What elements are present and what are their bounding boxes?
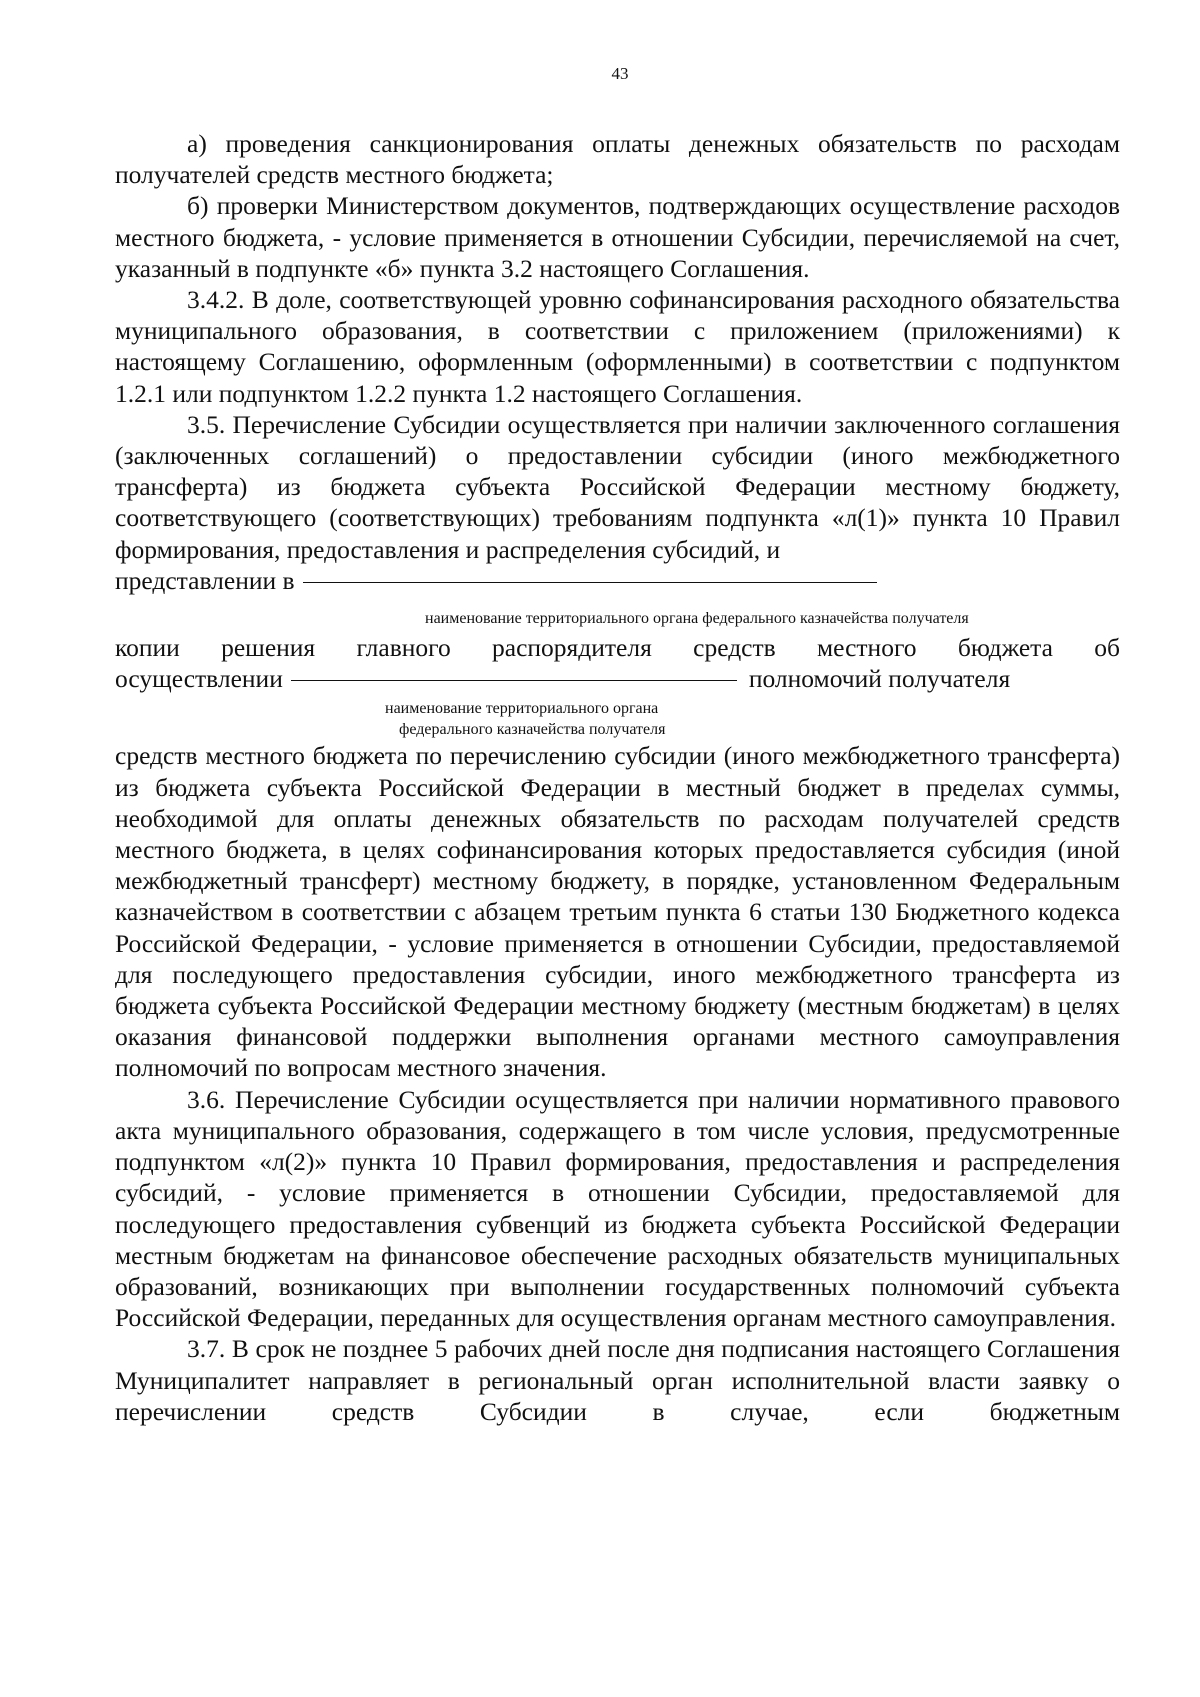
paragraph-b: б) проверки Министерством документов, подтверждающих осуществление расходов местного бюджета, - условие применяется в отношении Субсидии, перечисляемой на счет, указанный в подпункте «б» пункта 3.2 настоящего Соглашения. <box>115 191 1120 283</box>
document-body <box>115 128 1120 1427</box>
paragraph-3-5-start: 3.5. Перечисление Субсидии осуществляется при наличии заключенного соглашения (заключенных соглашений) о предоставлении субсидии (иного межбюджетного трансферта) из бюджета субъекта Российской Федерации местному бюджету, соответствующего (соответствующих) требованиям подпункта «л(1)» пункта 10 Правил формирования, предоставления и распределения субсидий, и <box>115 409 1120 564</box>
representation-label: представлении в <box>115 565 295 595</box>
page-number: 43 <box>611 64 629 83</box>
blank-caption-2-line1: наименование территориального органа <box>385 700 659 718</box>
treasury-body-blank-1 <box>303 581 877 583</box>
copy-decision-line: копии решения главного распорядителя средств местного бюджета об <box>115 633 1120 663</box>
blank-caption-1: наименование территориального органа федерального казначейства получателя <box>425 610 969 628</box>
blank-caption-2-line2: федерального казначейства получателя <box>399 721 666 739</box>
implementation-label: осуществлении <box>115 664 283 694</box>
paragraph-3-7: 3.7. В срок не позднее 5 рабочих дней после дня подписания настоящего Соглашения Муниципалитет направляет в региональный орган исполнительной власти заявку о перечислении средств Субсидии в случае, если бюджетным <box>115 1334 1120 1426</box>
treasury-body-blank-2 <box>291 679 737 681</box>
paragraph-3-4-2: 3.4.2. В доле, соответствующей уровню софинансирования расходного обязательства муниципального образования, в соответствии с приложением (приложениями) к настоящему Соглашению, оформленным (оформленными) в соответствии с подпунктом 1.2.1 или подпунктом 1.2.2 пункта 1.2 настоящего Соглашения. <box>115 285 1120 408</box>
blank-caption-2 <box>115 698 1120 740</box>
paragraph-3-6: 3.6. Перечисление Субсидии осуществляется при наличии нормативного правового акта муниципального образования, содержащего в том числе условия, предусмотренные подпунктом «л(2)» пункта 10 Правил формирования, предоставления и распределения субсидий, - условие применяется в отношении Субсидии, предоставляемой для последующего предоставления субвенций из бюджета субъекта Российской Федерации местным бюджетам на финансовое обеспечение расходных обязательств муниципальных образований, возникающих при выполнении государственных полномочий субъекта Российской Федерации, переданных для осуществления органам местного самоуправления. <box>115 1084 1120 1333</box>
representation-line <box>115 565 1120 596</box>
paragraph-a: а) проведения санкционирования оплаты денежных обязательств по расходам получателей средств местного бюджета; <box>115 129 1120 190</box>
paragraph-3-5-end: средств местного бюджета по перечислению субсидии (иного межбюджетного трансферта) из бюджета субъекта Российской Федерации в местный бюджет в пределах суммы, необходимой для оплаты денежных обязательств по расходам получателей средств местного бюджета, в целях софинансирования которых предоставляется субсидия (иной межбюджетный трансферт) местному бюджету, в порядке, установленном Федеральным казначейством в соответствии с абзацем третьим пункта 6 статьи 130 Бюджетного кодекса Российской Федерации, - условие применяется в отношении Субсидии, предоставляемой для последующего предоставления субсидии, иного межбюджетного трансферта из бюджета субъекта Российской Федерации местному бюджету (местным бюджетам) в целях оказания финансовой поддержки выполнения органами местного самоуправления полномочий по вопросам местного значения. <box>115 741 1120 1083</box>
implementation-line <box>115 663 1120 694</box>
powers-label: полномочий получателя <box>748 664 1011 694</box>
